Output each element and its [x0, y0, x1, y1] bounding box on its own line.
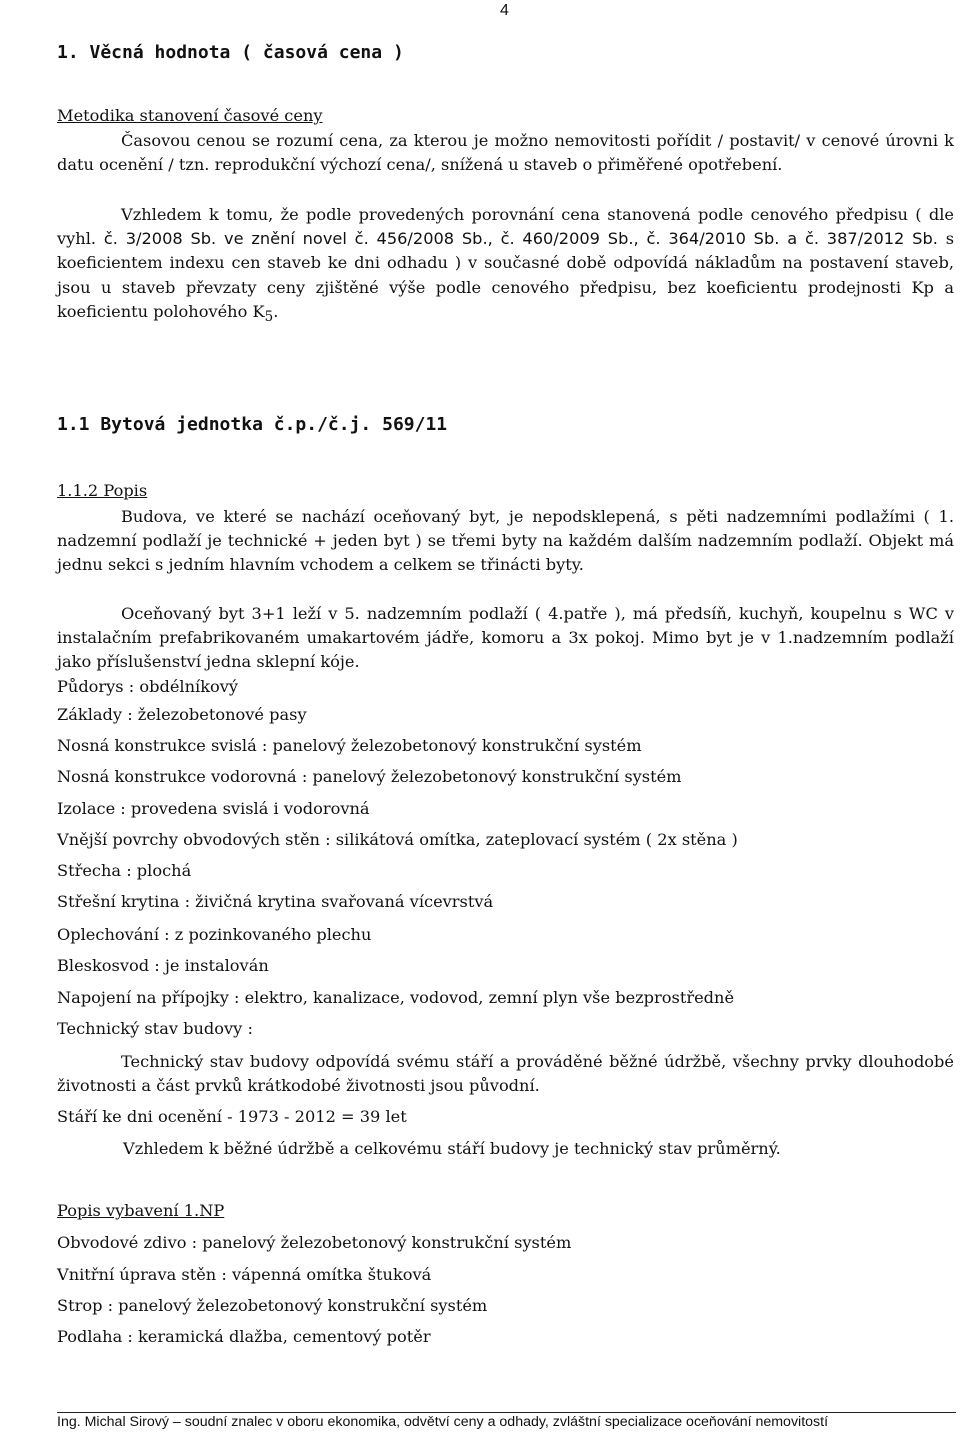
spec-floor-plan: Půdorys : obdélníkový [57, 677, 239, 696]
page-number: 4 [500, 2, 509, 19]
methodology-paragraph-2-start: Vzhledem k tomu, že podle provedených porovnání cena stanovená podle cenového předpisu ( dle vyhl. [57, 205, 954, 249]
spec-vertical-structure: Nosná konstrukce svislá : panelový železobetonový konstrukční systém [57, 736, 642, 755]
description-paragraph-1-text: Budova, ve které se nachází oceňovaný byt, je nepodsklepená, s pěti nadzemními podlažími ( 1. nadzemní podlaží je technické + jeden byt ) se třemi byty na každém dalším nadzemním podlaží. Objekt má jednu sekci s jedním hlavním vchodem a celkem se třinácti byty. [57, 507, 954, 575]
spec-utilities: Napojení na přípojky : elektro, kanalizace, vodovod, zemní plyn vše bezprostředně [57, 988, 735, 1007]
description-paragraph-2-text: Oceňovaný byt 3+1 leží v 5. nadzemním podlaží ( 4.patře ), má předsíň, kuchyň, koupelnu s WC v instalačním prefabrikovaném umakartovém jádře, komoru a 3x pokoj. Mimo byt je v 1.nadzemním podlaží jako příslušenství jedna sklepní kóje. [57, 604, 954, 672]
footer-text: Ing. Michal Sirový – soudní znalec v oboru ekonomika, odvětví ceny a odhady, zvláštní specializace oceňování nemovitostí [57, 1414, 829, 1430]
description-paragraph-1 [57, 505, 954, 578]
building-age: Stáří ke dni ocenění - 1973 - 2012 = 39 let [57, 1107, 407, 1126]
technical-state-paragraph [57, 1050, 954, 1098]
methodology-paragraph-2 [57, 203, 954, 329]
equipment-title: Popis vybavení 1.NP [57, 1201, 225, 1220]
age-conclusion: Vzhledem k běžné údržbě a celkovému stáří budovy je technický stav průměrný. [123, 1139, 781, 1158]
section-heading-valuation: 1. Věcná hodnota ( časová cena ) [57, 42, 404, 63]
spec-roof: Střecha : plochá [57, 861, 192, 880]
equipment-external-walls: Obvodové zdivo : panelový železobetonový konstrukční systém [57, 1233, 572, 1252]
description-paragraph-2 [57, 602, 954, 675]
spec-foundations: Základy : železobetonové pasy [57, 705, 307, 724]
methodology-paragraph-1 [57, 129, 954, 177]
methodology-paragraph-2-end: s koeficientem indexu cen staveb ke dni odhadu ) v současné době odpovídá nákladům na postavení staveb, jsou u staveb převzaty ceny zjištěné výše podle cenového předpisu, bez koeficientu prodejnosti Kp a koeficientu polohového K [57, 229, 955, 321]
coefficient-subscript: 5 [264, 309, 274, 326]
technical-state-text: Technický stav budovy odpovídá svému stáří a prováděné běžné údržbě, všechny prvky dlouhodobé životnosti a část prvků krátkodobé životnosti jsou původní. [57, 1052, 954, 1096]
methodology-paragraph-2-tail: . [273, 301, 279, 321]
description-title: 1.1.2 Popis [57, 481, 148, 500]
spec-technical-state-label: Technický stav budovy : [57, 1019, 253, 1038]
footer-rule [57, 1412, 956, 1413]
spec-horizontal-structure: Nosná konstrukce vodorovná : panelový železobetonový konstrukční systém [57, 767, 682, 786]
spec-flashing: Oplechování : z pozinkovaného plechu [57, 925, 372, 944]
methodology-paragraph-1-text: Časovou cenou se rozumí cena, za kterou je možno nemovitosti pořídit / postavit/ v cenové úrovni k datu ocenění / tzn. reprodukční výchozí cena/, snížená u staveb o přiměřené opotřebení. [57, 131, 954, 175]
methodology-title: Metodika stanovení časové ceny [57, 106, 323, 125]
equipment-internal-walls: Vnitřní úprava stěn : vápenná omítka štuková [57, 1265, 432, 1284]
methodology-legal-references: č. 3/2008 Sb. ve znění novel č. 456/2008 Sb., č. 460/2009 Sb., č. 364/2010 Sb. a č. 387/2012 Sb. [103, 229, 938, 249]
spec-lightning-rod: Bleskosvod : je instalován [57, 956, 269, 975]
equipment-floor: Podlaha : keramická dlažba, cementový potěr [57, 1327, 431, 1346]
section-heading-unit: 1.1 Bytová jednotka č.p./č.j. 569/11 [57, 414, 448, 435]
equipment-ceiling: Strop : panelový železobetonový konstrukční systém [57, 1296, 488, 1315]
spec-roof-covering: Střešní krytina : živičná krytina svařovaná vícevrstvá [57, 892, 494, 911]
spec-insulation: Izolace : provedena svislá i vodorovná [57, 799, 370, 818]
spec-external-surfaces: Vnější povrchy obvodových stěn : silikátová omítka, zateplovací systém ( 2x stěna ) [57, 830, 738, 849]
